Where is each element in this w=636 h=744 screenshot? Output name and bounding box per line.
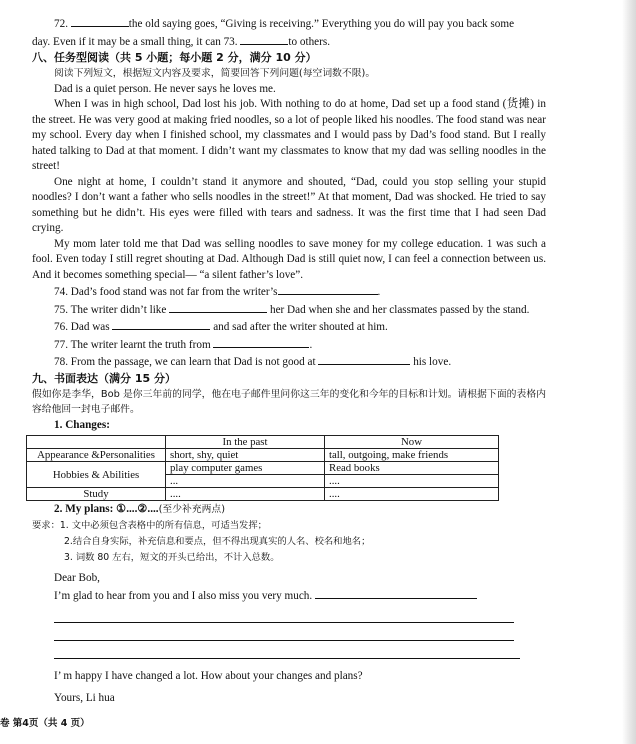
writing-line[interactable] (54, 641, 520, 659)
q72-text-a: the old saying goes, “Giving is receiving.” Everything you do will pay you back some (128, 18, 515, 30)
requirement-3: 3. 词数 80 左右，短文的开头已给出，不计入总数。 (64, 551, 280, 563)
changes-table (26, 435, 499, 501)
section-8-instruction: 阅读下列短文，根据短文内容及要求，简要回答下列问题(每空词数不限)。 (54, 68, 376, 79)
writing-line[interactable] (54, 623, 514, 641)
writing-blank[interactable] (315, 587, 477, 599)
q74-blank[interactable] (278, 283, 378, 295)
table-cell: .... (166, 488, 325, 501)
q72-blank[interactable] (71, 15, 129, 27)
page-footer: 卷 第4页（共 4 页） (0, 718, 90, 729)
table-header-row (27, 436, 499, 449)
changes-title: 1. Changes: (54, 418, 110, 431)
table-row (27, 488, 499, 501)
q73-blank[interactable] (240, 33, 288, 45)
q77-blank[interactable] (213, 336, 309, 348)
table-cell: Hobbies & Abilities (27, 462, 166, 488)
question-76 (32, 318, 546, 336)
plans-title: 2. My plans: ①....②.... (54, 503, 159, 515)
q75-end: her Dad when she and her classmates passed by the stand. (269, 303, 530, 316)
q74-end: . (377, 286, 381, 298)
requirement-1: 要求：1. 文中必须包含表格中的所有信息，可适当发挥； (32, 519, 267, 531)
question-75 (32, 301, 546, 319)
q73-text-c: to others. (288, 35, 331, 48)
table-cell: Study (27, 488, 166, 501)
question-77 (32, 336, 546, 354)
passage-paragraph-1: Dad is a quiet person. He never says he loves me. (54, 82, 276, 95)
letter-opening-line (32, 587, 546, 605)
table-header-cell: Now (325, 436, 499, 449)
table-cell: .... (325, 475, 499, 488)
table-cell: play computer games (166, 462, 325, 475)
table-cell: ... (166, 475, 325, 488)
q77-text: 77. The writer learnt the truth from (54, 338, 211, 351)
plans-note: (至少补充两点) (158, 504, 226, 515)
q77-end: . (309, 338, 313, 351)
section-9-heading: 九、书面表达（满分 15 分） (32, 371, 176, 385)
q76-text: 76. Dad was (54, 321, 110, 333)
section-9-instruction: 假如你是李华，Bob 是你三年前的同学，他在电子邮件里问你这三年的变化和今年的目标和计划。请根据下面的表格内容给他回一封电子邮件。 (32, 388, 546, 415)
table-cell: Appearance &Personalities (27, 449, 166, 462)
letter-signoff: Yours, Li hua (54, 691, 115, 704)
q72-number: 72. (54, 18, 68, 30)
question-73 (32, 33, 546, 51)
table-header-cell: In the past (166, 436, 325, 449)
passage-paragraph-4: My mom later told me that Dad was selling noodles to save money for my college education. 1 was such a fool. Even today I still regret shouting at Dad. Although Dad is still quiet now, I can feel a connection between us. And it becomes something special— “a silent father’s love”. (32, 237, 546, 281)
table-row (27, 462, 499, 475)
q75-blank[interactable] (169, 301, 267, 313)
section-8-heading: 八、任务型阅读（共 5 小题；每小题 2 分，满分 10 分） (32, 51, 317, 64)
passage-paragraph-2: When I was in high school, Dad lost his job. With nothing to do at home, Dad set up a food stand (货摊) in the street. He was very good at making fried noodles, so a lot of people liked his noodles. The food stand was near my school. Every day when I finished school, my classmates and I would pass by Dad’s food stand. But I really hated talking to Dad at that moment. I didn’t want my classmates to know that my dad was selling noodles in the street! (32, 98, 546, 172)
q78-blank[interactable] (318, 353, 410, 365)
table-row (27, 449, 499, 462)
question-78 (32, 353, 546, 371)
q73-text-b: day. Even if it may be a small thing, it can 73. (32, 35, 238, 48)
table-header-cell (27, 436, 166, 449)
q74-text: 74. Dad’s food stand was not far from the writer’s (54, 286, 278, 298)
plans-line (32, 502, 546, 518)
letter-closing: I’ m happy I have changed a lot. How about your changes and plans? (54, 669, 363, 682)
requirement-2: 2.结合自身实际，补充信息和要点，但不得出现真实的人名、校名和地名； (64, 535, 371, 547)
writing-line[interactable] (54, 605, 514, 623)
question-72 (32, 15, 546, 33)
q78-text: 78. From the passage, we can learn that Dad is not good at (54, 356, 316, 368)
page-edge-shadow (622, 0, 636, 744)
q78-end: his love. (413, 356, 452, 368)
q76-end: and sad after the writer shouted at him. (213, 321, 388, 333)
question-74 (32, 283, 546, 301)
table-cell: tall, outgoing, make friends (325, 449, 499, 462)
page-content (32, 15, 546, 707)
letter-opening: I’m glad to hear from you and I also miss you very much. (54, 589, 313, 602)
q76-blank[interactable] (112, 318, 210, 330)
passage-paragraph-3: One night at home, I couldn’t stand it anymore and shouted, “Dad, could you stop selling your stupid noodles? I don’t want a father who sells noodles in the street!” At that moment, Dad was shocked. He tried to say something but he didn’t. His eyes were filled with tears and sadness. It was the first time that I had seen Dad crying. (32, 175, 546, 234)
table-cell: Read books (325, 462, 499, 475)
letter-greeting: Dear Bob, (54, 571, 100, 584)
q75-text: 75. The writer didn’t like (54, 303, 167, 316)
table-cell: short, shy, quiet (166, 449, 325, 462)
table-cell: .... (325, 488, 499, 501)
